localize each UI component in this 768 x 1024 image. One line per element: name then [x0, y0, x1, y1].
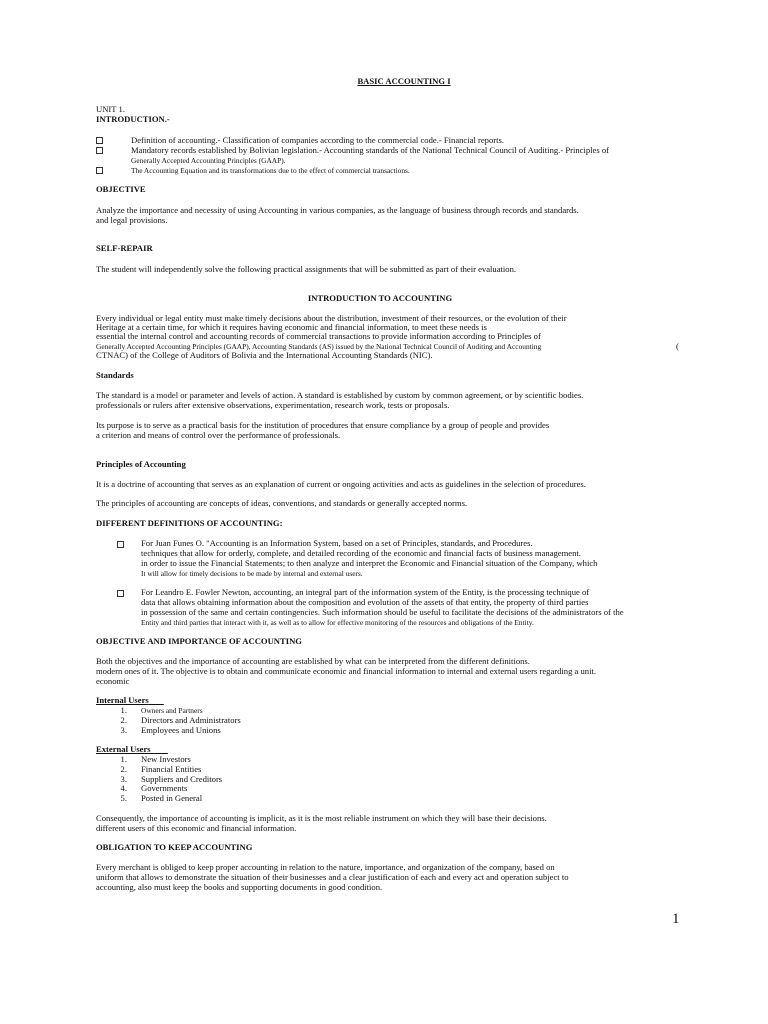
objective-importance-heading: OBJECTIVE AND IMPORTANCE OF ACCOUNTING	[96, 636, 302, 646]
intro-accounting-heading: INTRODUCTION TO ACCOUNTING	[307, 293, 453, 303]
definition-2-line-4: Entity and third parties that interact with it, as well as to allow for effective monitoring of the resources and obligations of the Entity.	[141, 618, 534, 627]
obligation-line-2: uniform that allows to demonstrate the situation of their businesses and a clear justification of each and every act and operation subject to	[96, 872, 569, 882]
definition-1-line-1: For Juan Funes O. "Accounting is an Information System, based on a set of Principles, standards, and Procedures.	[141, 538, 533, 548]
intro-acc-paren: (	[676, 341, 679, 351]
external-user-4-num: 4.	[120, 783, 127, 793]
unit-label: UNIT 1.	[96, 104, 125, 114]
intro-acc-line-4: Generally Accepted Accounting Principles (GAAP), Accounting Standards (AS) issued by the National Technical Council of Auditing and Accounting	[96, 342, 542, 351]
external-user-5: Posted in General	[141, 793, 203, 803]
definitions-heading: DIFFERENT DEFINITIONS OF ACCOUNTING:	[96, 518, 283, 528]
obligation-line-1: Every merchant is obliged to keep proper accounting in relation to the nature, importance, and organization of the company, based on	[96, 862, 555, 872]
obj-importance-line-1: Both the objectives and the importance of accounting are established by what can be interpreted from the different definitions.	[96, 656, 530, 666]
internal-user-3-num: 3.	[120, 725, 127, 735]
internal-user-1: Owners and Partners	[141, 706, 203, 715]
external-user-3-num: 3.	[120, 774, 127, 784]
standards-line-3: Its purpose is to serve as a practical basis for the institution of procedures that ensure compliance by a group of people and provides	[96, 420, 550, 430]
external-user-5-num: 5.	[120, 793, 127, 803]
standards-line-2: professionals or rulers after extensive observations, experimentation, research work, tests or proposals.	[96, 400, 450, 410]
principles-text-2: The principles of accounting are concepts of ideas, conventions, and standards or generally accepted norms.	[96, 498, 468, 508]
introduction-heading: INTRODUCTION.-	[96, 114, 170, 124]
intro-acc-line-3: essential the internal control and accounting records of commercial transactions to provide information according to Principles of	[96, 331, 541, 341]
self-repair-text: The student will independently solve the following practical assignments that will be submitted as part of their evaluation.	[96, 264, 517, 274]
obligation-heading: OBLIGATION TO KEEP ACCOUNTING	[96, 842, 253, 852]
internal-user-3: Employees and Unions	[141, 725, 221, 735]
external-user-4: Governments	[141, 783, 188, 793]
intro-bullet-1: Definition of accounting.- Classification of companies according to the commercial code.- Financial reports.	[131, 135, 504, 145]
obj-importance-line-2: modern ones of it. The objective is to obtain and communicate economic and financial information to internal and external users regarding a unit.	[96, 666, 597, 676]
intro-bullet-2: Mandatory records established by Bolivian legislation.- Accounting standards of the National Technical Council of Auditing.- Principles of	[131, 145, 610, 155]
self-repair-heading: SELF-REPAIR	[96, 243, 153, 253]
objective-heading: OBJECTIVE	[96, 184, 146, 194]
internal-users-heading: Internal Users	[96, 695, 149, 705]
document-title: BASIC ACCOUNTING I	[357, 76, 451, 86]
objective-line-1: Analyze the importance and necessity of using Accounting in various companies, as the language of business through records and standards.	[96, 205, 579, 215]
intro-bullet-3: The Accounting Equation and its transformations due to the effect of commercial transactions.	[131, 166, 410, 175]
consequently-line-2: different users of this economic and financial information.	[96, 823, 297, 833]
external-user-3: Suppliers and Creditors	[141, 774, 223, 784]
standards-heading: Standards	[96, 370, 134, 380]
definition-1-line-3: in order to issue the Financial Statements; to then analyze and interpret the Economic and Financial situation of the Company, which	[141, 558, 598, 568]
intro-bullet-2-cont: Generally Accepted Accounting Principles (GAAP).	[131, 156, 286, 165]
consequently-line-1: Consequently, the importance of accounting is implicit, as it is the most reliable instrument on which they will base their decisions.	[96, 813, 547, 823]
external-user-2: Financial Entities	[141, 764, 202, 774]
internal-user-1-num: 1.	[120, 705, 127, 715]
definition-1-line-4: It will allow for timely decisions to be made by internal and external users.	[141, 569, 363, 578]
standards-line-4: a criterion and means of control over the performance of professionals.	[96, 430, 341, 440]
intro-acc-line-2: Heritage at a certain time, for which it requires having economic and financial information, to meet these needs is	[96, 322, 487, 332]
standards-line-1: The standard is a model or parameter and levels of action. A standard is established by custom by common agreement, or by scientific bodies.	[96, 390, 584, 400]
external-users-heading: External Users	[96, 744, 151, 754]
internal-user-2-num: 2.	[120, 715, 127, 725]
definition-2-line-1: For Leandro E. Fowler Newton, accounting, an integral part of the information system of the Entity, is the processing technique of	[141, 587, 590, 597]
intro-acc-line-5: CTNAC) of the College of Auditors of Bolivia and the International Accounting Standards (NIC).	[96, 350, 433, 360]
obligation-line-3: accounting, also must keep the books and supporting documents in good condition.	[96, 882, 383, 892]
definition-2-line-2: data that allows obtaining information about the composition and evolution of the assets of that entity, the property of third parties	[141, 597, 589, 607]
principles-text-1: It is a doctrine of accounting that serves as an explanation of current or ongoing activities and acts as guidelines in the selection of procedures.	[96, 479, 586, 489]
external-user-1-num: 1.	[120, 754, 127, 764]
definition-1-line-2: techniques that allow for orderly, complete, and detailed recording of the economic and financial facts of business management.	[141, 548, 581, 558]
definition-2-line-3: in possession of the same and certain contingencies. Such information should be useful to facilitate the decisions of the administrators of the	[141, 607, 624, 617]
principles-heading: Principles of Accounting	[96, 459, 186, 469]
internal-user-2: Directors and Administrators	[141, 715, 241, 725]
obj-importance-line-3: economic	[96, 676, 130, 686]
intro-acc-line-1: Every individual or legal entity must make timely decisions about the distribution, investment of their resources, or the evolution of their	[96, 313, 567, 323]
external-user-2-num: 2.	[120, 764, 127, 774]
page-number: 1	[672, 911, 680, 927]
external-user-1: New Investors	[141, 754, 191, 764]
objective-line-2: and legal provisions.	[96, 215, 168, 225]
